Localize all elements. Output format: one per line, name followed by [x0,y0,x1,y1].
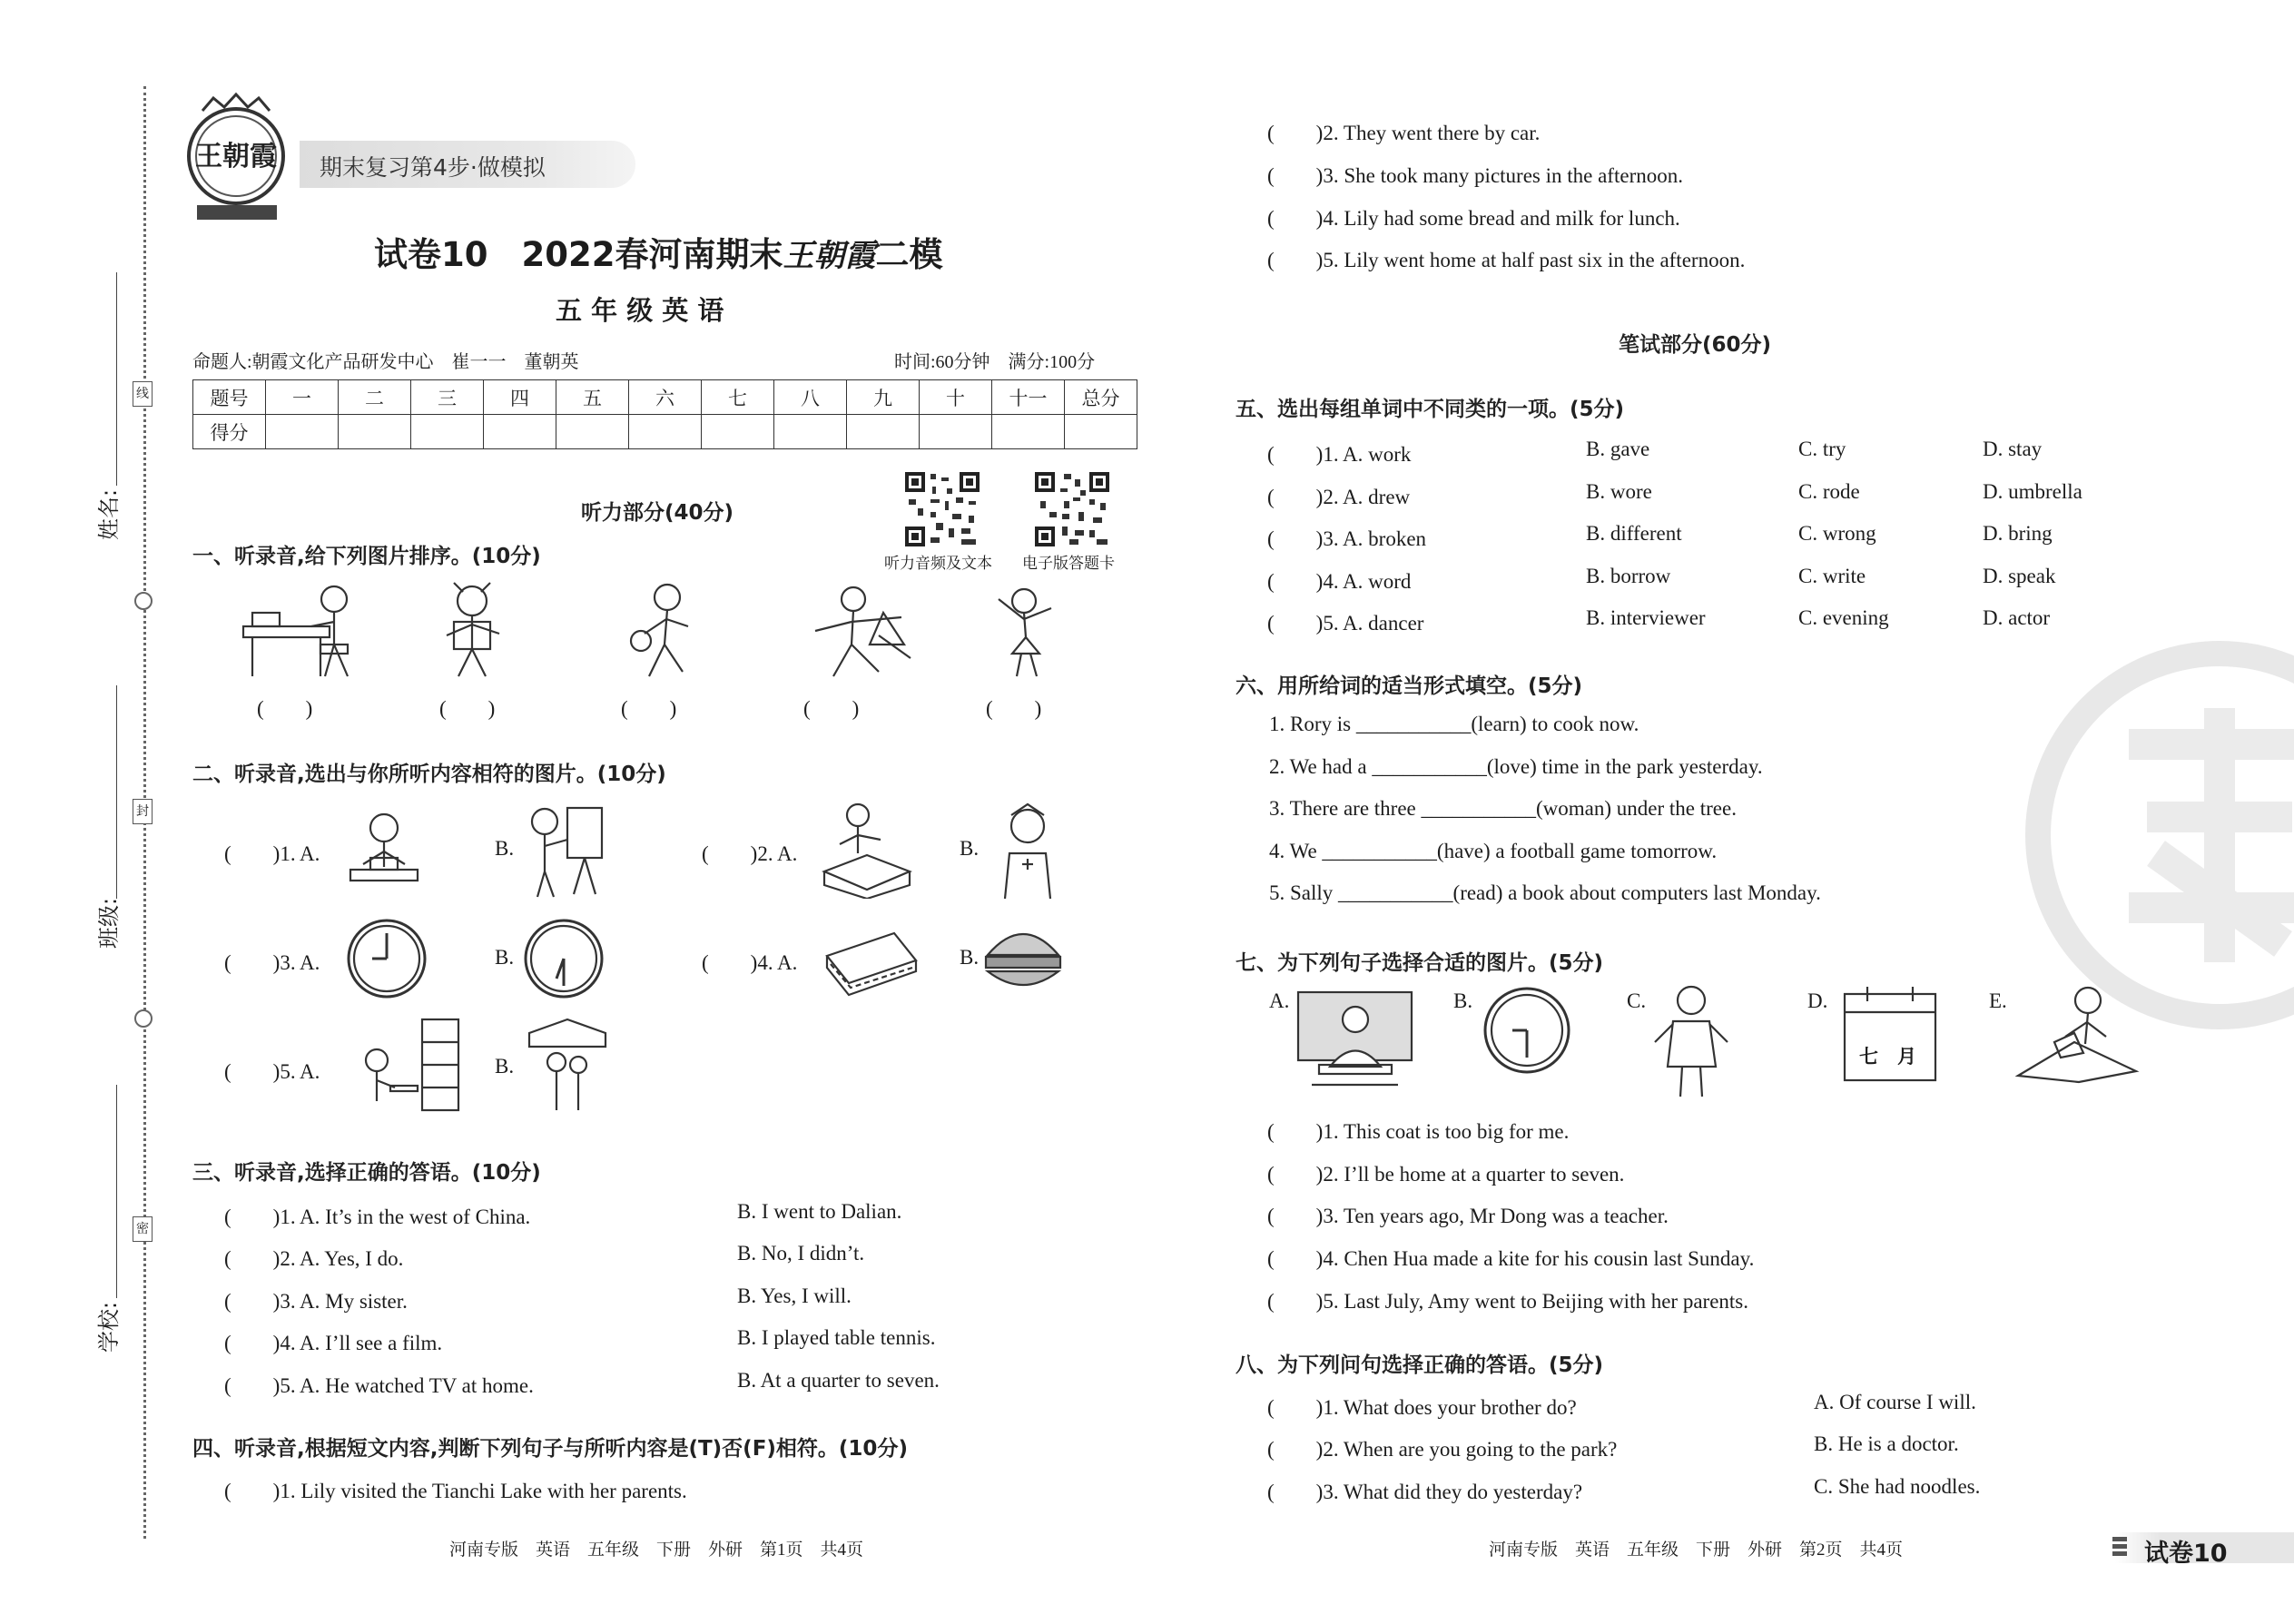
qr-code-audio[interactable] [903,470,981,548]
score-head: 十一 [992,380,1065,415]
s2-item-2[interactable]: ( )2. A. [702,842,798,865]
s5-row2-c: C. rode [1798,480,1860,503]
s7-d-calendar-text: 七 月 [1859,1046,1916,1068]
s2-item-3[interactable]: ( )3. A. [224,951,320,974]
s3-q3[interactable]: ( )3. A. My sister. [224,1290,408,1313]
s1-title: 一、听录音,给下列图片排序。(10分) [192,545,541,568]
s2-4b-burger [982,917,1064,999]
s5-title: 五、选出每组单词中不同类的一项。(5分) [1236,398,1625,421]
s5-row3-c: C. wrong [1798,522,1876,545]
s5-row2-a[interactable]: ( )2. A. drew [1267,486,1411,508]
score-cell[interactable] [702,415,774,449]
s5-row2-b: B. wore [1586,480,1652,503]
s5-row4-c: C. write [1798,565,1866,587]
s1-picture-2 [427,581,517,681]
binding-char-mi: 密 [133,1216,153,1242]
s6-item-1[interactable]: 1. Rory is ___________(learn) to cook now. [1269,713,1639,735]
s5-row3-d: D. bring [1983,522,2053,545]
s2-4a-sandwich [822,924,921,997]
s7-b-clock [1482,985,1572,1076]
s7-item-2[interactable]: ( )2. I’ll be home at a quarter to seven. [1267,1163,1625,1186]
s3-q4[interactable]: ( )4. A. I’ll see a film. [224,1332,443,1354]
s6-item-3[interactable]: 3. There are three ___________(woman) under the tree. [1269,797,1737,820]
s7-item-4[interactable]: ( )4. Chen Hua made a kite for his cousin last Sunday. [1267,1247,1755,1270]
s2-item-1[interactable]: ( )1. A. [224,842,320,865]
score-cell[interactable] [556,415,629,449]
footer-left: 河南专版 英语 五年级 下册 外研 第1页 共4页 [449,1540,864,1560]
score-head: 九 [847,380,920,415]
s1-blank-3[interactable]: ( ) [621,697,677,720]
score-cell[interactable] [920,415,992,449]
score-head: 六 [629,380,702,415]
score-table [192,379,1137,449]
s5-row4-d: D. speak [1983,565,2056,587]
binding-hole-2 [134,1009,153,1028]
footer-tag-dots [2112,1537,2127,1557]
qr-answer-caption: 电子版答题卡 [1022,555,1115,572]
s7-label-d: D. [1807,989,1828,1012]
authors: 命题人:朝霞文化产品研发中心 崔一一 董朝英 [192,352,579,372]
s7-item-3[interactable]: ( )3. Ten years ago, Mr Dong was a teacher. [1267,1205,1669,1227]
footer-right: 河南专版 英语 五年级 下册 外研 第2页 共4页 [1489,1540,1904,1560]
score-head: 八 [774,380,847,415]
s8-a2: B. He is a doctor. [1814,1432,1959,1455]
score-head: 五 [556,380,629,415]
s7-c-girl-coat [1648,980,1734,1098]
s3-b3: B. Yes, I will. [737,1284,852,1307]
score-head: 七 [702,380,774,415]
s1-blank-1[interactable]: ( ) [257,697,313,720]
s6-title: 六、用所给词的适当形式填空。(5分) [1236,674,1583,698]
s3-b2: B. No, I didn’t. [737,1242,865,1265]
s5-row4-b: B. borrow [1586,565,1671,587]
school-line[interactable] [116,1085,117,1298]
binding-hole-1 [134,592,153,610]
s7-item-1[interactable]: ( )1. This coat is too big for me. [1267,1120,1570,1143]
s2-3b-label: B. [495,946,515,969]
s1-blank-4[interactable]: ( ) [803,697,860,720]
s5-row1-c: C. try [1798,438,1846,460]
s8-title: 八、为下列问句选择正确的答语。(5分) [1236,1353,1604,1377]
score-cell[interactable] [411,415,484,449]
s2-5a-picture [354,1015,463,1115]
s3-b1: B. I went to Dalian. [737,1200,902,1223]
s7-e-kite-boy [2011,980,2142,1085]
banner-text: 期末复习第4步·做模拟 [320,154,546,181]
class-line[interactable] [116,685,117,899]
s8-q2[interactable]: ( )2. When are you going to the park? [1267,1438,1618,1461]
s5-row5-b: B. interviewer [1586,606,1706,629]
paper-subtitle: 五 年 级 英 语 [556,295,724,326]
footer-tag: 试卷10 [2144,1540,2228,1568]
s7-label-c: C. [1627,989,1647,1012]
s5-row4-a[interactable]: ( )4. A. word [1267,570,1412,593]
s2-2b-picture [982,799,1073,899]
s2-1b-label: B. [495,837,515,860]
score-cell[interactable] [484,415,556,449]
s4-title: 四、听录音,根据短文内容,判断下列句子与所听内容是(T)否(F)相符。(10分) [192,1437,908,1461]
s2-5b-label: B. [495,1055,515,1078]
name-label: 姓名: [96,488,122,540]
score-cell[interactable] [339,415,411,449]
s7-label-e: E. [1989,989,2007,1012]
score-head: 题号 [193,380,266,415]
s2-3b-clock [522,917,605,1000]
s5-row5-a[interactable]: ( )5. A. dancer [1267,612,1424,635]
logo-emblem [177,91,304,227]
class-label: 班级: [96,897,122,949]
score-head: 四 [484,380,556,415]
s3-q1[interactable]: ( )1. A. It’s in the west of China. [224,1206,531,1228]
writing-title: 笔试部分(60分) [1619,333,1772,357]
s5-row1-a[interactable]: ( )1. A. work [1267,443,1412,466]
s5-row3-b: B. different [1586,522,1682,545]
score-head: 二 [339,380,411,415]
score-head: 总分 [1065,380,1137,415]
s2-1a-picture [343,808,425,894]
s8-a3: C. She had noodles. [1814,1475,1981,1498]
s7-title: 七、为下列句子选择合适的图片。(5分) [1236,951,1604,975]
score-cell[interactable] [992,415,1065,449]
s7-a-teacher [1294,985,1416,1089]
s2-3a-clock [345,917,428,1000]
s3-b5: B. At a quarter to seven. [737,1369,940,1392]
s2-4b-label: B. [960,946,980,969]
binding-char-feng: 封 [133,799,153,824]
school-label: 学校: [96,1301,122,1353]
s1-blank-5[interactable]: ( ) [986,697,1042,720]
s2-5b-picture [522,1015,613,1115]
qr-code-answer-card[interactable] [1033,470,1111,548]
watermark-seal [2020,635,2294,1035]
s2-item-4[interactable]: ( )4. A. [702,951,798,974]
name-line[interactable] [116,272,117,486]
binding-char-xian: 线 [133,381,153,407]
s1-picture-1 [234,581,370,681]
s6-item-2[interactable]: 2. We had a ___________(love) time in the park yesterday. [1269,755,1763,778]
score-head: 三 [411,380,484,415]
score-cell[interactable] [266,415,339,449]
s7-item-5[interactable]: ( )5. Last July, Amy went to Beijing with her parents. [1267,1290,1748,1313]
s1-picture-5 [980,581,1071,681]
s7-label-b: B. [1453,989,1473,1012]
s5-row1-d: D. stay [1983,438,2043,460]
s5-row2-d: D. umbrella [1983,480,2082,503]
score-label: 得分 [193,415,266,449]
s6-item-4[interactable]: 4. We ___________(have) a football game tomorrow. [1269,840,1718,862]
s1-picture-4 [797,581,915,681]
s8-a1: A. Of course I will. [1814,1391,1976,1413]
s7-d-calendar [1840,985,1940,1085]
s4-item-5[interactable]: ( )5. Lily went home at half past six in the afternoon. [1267,249,1746,271]
s5-row1-b: B. gave [1586,438,1650,460]
s7-label-a: A. [1269,989,1290,1012]
score-head: 十 [920,380,992,415]
s8-q3[interactable]: ( )3. What did they do yesterday? [1267,1481,1583,1503]
title-brand: 王朝霞 [783,238,876,274]
s5-row3-a[interactable]: ( )3. A. broken [1267,527,1427,550]
s4-item-3[interactable]: ( )3. She took many pictures in the afternoon. [1267,164,1683,187]
s4-item-4[interactable]: ( )4. Lily had some bread and milk for lunch. [1267,207,1680,230]
listening-title: 听力部分(40分) [581,501,734,525]
score-head: 一 [266,380,339,415]
s5-row5-c: C. evening [1798,606,1889,629]
s6-item-5[interactable]: 5. Sally ___________(read) a book about computers last Monday. [1269,881,1821,904]
s2-1b-picture [517,799,608,899]
score-cell[interactable] [847,415,920,449]
paper-title: 试卷10 2022春河南期末王朝霞二模 [374,235,943,274]
svg-text:王朝霞: 王朝霞 [195,141,277,172]
score-cell[interactable] [1065,415,1137,449]
s8-q1[interactable]: ( )1. What does your brother do? [1267,1396,1577,1419]
s5-row5-d: D. actor [1983,606,2051,629]
s4-item-1[interactable]: ( )1. Lily visited the Tianchi Lake with her parents. [224,1480,687,1502]
qr-audio-caption: 听力音频及文本 [884,555,992,572]
s2-title: 二、听录音,选出与你所听内容相符的图片。(10分) [192,763,666,786]
score-cell[interactable] [774,415,847,449]
s2-item-5[interactable]: ( )5. A. [224,1060,320,1083]
s3-b4: B. I played table tennis. [737,1326,936,1349]
s4-item-2[interactable]: ( )2. They went there by car. [1267,122,1541,144]
score-cell[interactable] [629,415,702,449]
s1-blank-2[interactable]: ( ) [439,697,496,720]
s3-title: 三、听录音,选择正确的答语。(10分) [192,1161,541,1185]
s2-2a-picture [817,799,917,899]
time-score: 时间:60分钟 满分:100分 [894,352,1096,372]
s3-q2[interactable]: ( )2. A. Yes, I do. [224,1247,404,1270]
s2-2b-label: B. [960,837,980,860]
s3-q5[interactable]: ( )5. A. He watched TV at home. [224,1374,534,1397]
s1-picture-3 [617,581,708,681]
